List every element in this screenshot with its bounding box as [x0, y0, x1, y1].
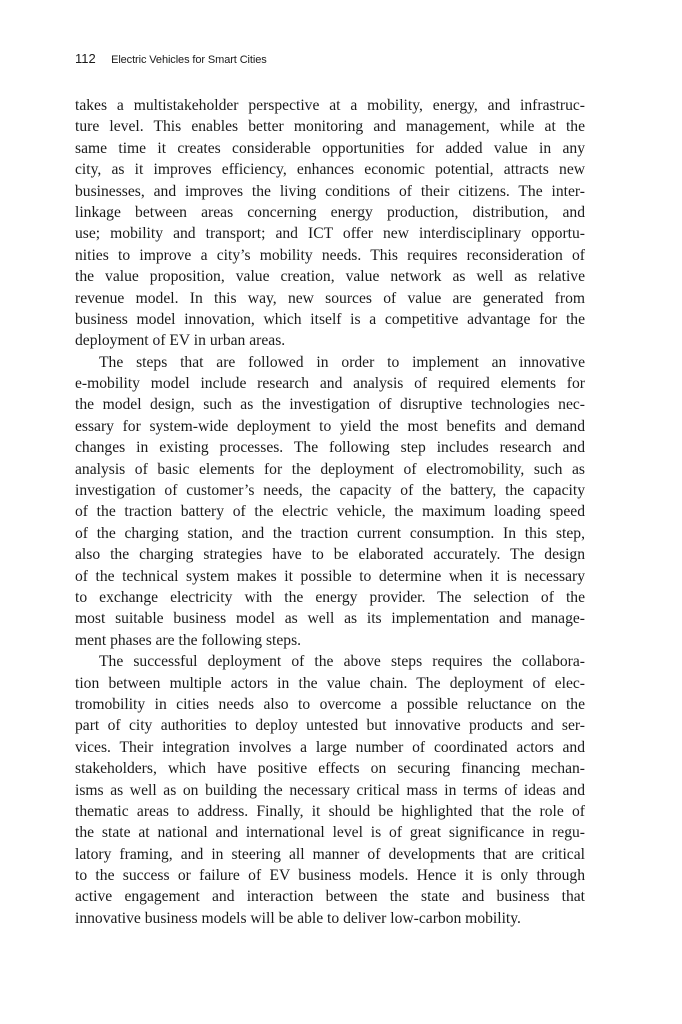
text-line: innovative business models will be able to deliver low-carbon mobility. [75, 909, 521, 927]
text-line: investigation of customer’s needs, the capacity of the battery, the capacity [75, 482, 585, 500]
page-number: 112 [75, 51, 96, 66]
text-line: essary for system-wide deployment to yield the most benefits and demand [75, 417, 585, 435]
text-line: stakeholders, which have positive effects on securing financing mechan- [75, 760, 585, 778]
text-line: to exchange electricity with the energy provider. The selection of the [75, 588, 585, 606]
text-line: isms as well as on building the necessary critical mass in terms of ideas and [75, 781, 585, 799]
text-line: ture level. This enables better monitoring and management, while at the [75, 118, 585, 136]
text-line: part of city authorities to deploy untested but innovative products and ser- [75, 717, 585, 735]
text-line: nities to improve a city’s mobility needs. This requires reconsideration of [75, 246, 585, 264]
text-line: of the traction battery of the electric vehicle, the maximum loading speed [75, 503, 585, 521]
text-line: ment phases are the following steps. [75, 631, 302, 649]
text-line: latory framing, and in steering all manner of developments that are critical [75, 845, 585, 863]
text-line: analysis of basic elements for the deployment of electromobility, such as [75, 460, 585, 478]
text-line: The steps that are followed in order to implement an innovative [99, 353, 585, 371]
text-line: vices. Their integration involves a large number of coordinated actors and [75, 738, 585, 756]
running-head [75, 51, 267, 68]
text-line: revenue model. In this way, new sources of value are generated from [75, 289, 585, 307]
text-line: linkage between areas concerning energy production, distribution, and [75, 203, 585, 221]
text-line: The successful deployment of the above steps requires the collabora- [99, 653, 585, 671]
text-line: city, as it improves efficiency, enhances economic potential, attracts new [75, 161, 585, 179]
text-line: the state at national and international level is of great significance in regu- [75, 824, 585, 842]
text-line: tromobility in cities needs also to overcome a possible reluctance on the [75, 695, 585, 713]
text-line: of the technical system makes it possible to determine when it is necessary [75, 567, 585, 585]
text-line: most suitable business model as well as its implementation and manage- [75, 610, 585, 628]
paragraph-2 [75, 352, 585, 651]
book-title: Electric Vehicles for Smart Cities [111, 54, 267, 66]
text-line: the value proposition, value creation, value network as well as relative [75, 268, 585, 286]
text-line: tion between multiple actors in the value chain. The deployment of elec- [75, 674, 585, 692]
text-line: same time it creates considerable opportunities for added value in any [75, 139, 585, 157]
text-line: active engagement and interaction between the state and business that [75, 888, 585, 906]
paragraph-3 [75, 651, 585, 929]
text-line: businesses, and improves the living conditions of their citizens. The inter- [75, 182, 585, 200]
text-line: thematic areas to address. Finally, it should be highlighted that the role of [75, 802, 585, 820]
body-text [75, 95, 585, 929]
text-line: of the charging station, and the traction current consumption. In this step, [75, 524, 585, 542]
text-line: changes in existing processes. The following step includes research and [75, 439, 585, 457]
paragraph-1 [75, 95, 585, 352]
text-line: e-mobility model include research and analysis of required elements for [75, 375, 585, 393]
text-line: also the charging strategies have to be elaborated accurately. The design [75, 546, 585, 564]
text-line: deployment of EV in urban areas. [75, 332, 286, 350]
text-line: to the success or failure of EV business models. Hence it is only through [75, 867, 585, 885]
text-line: the model design, such as the investigation of disruptive technologies nec- [75, 396, 585, 414]
text-line: takes a multistakeholder perspective at a mobility, energy, and infrastruc- [75, 97, 585, 114]
text-line: use; mobility and transport; and ICT offer new interdisciplinary opportu- [75, 225, 585, 243]
text-line: business model innovation, which itself is a competitive advantage for the [75, 310, 585, 328]
